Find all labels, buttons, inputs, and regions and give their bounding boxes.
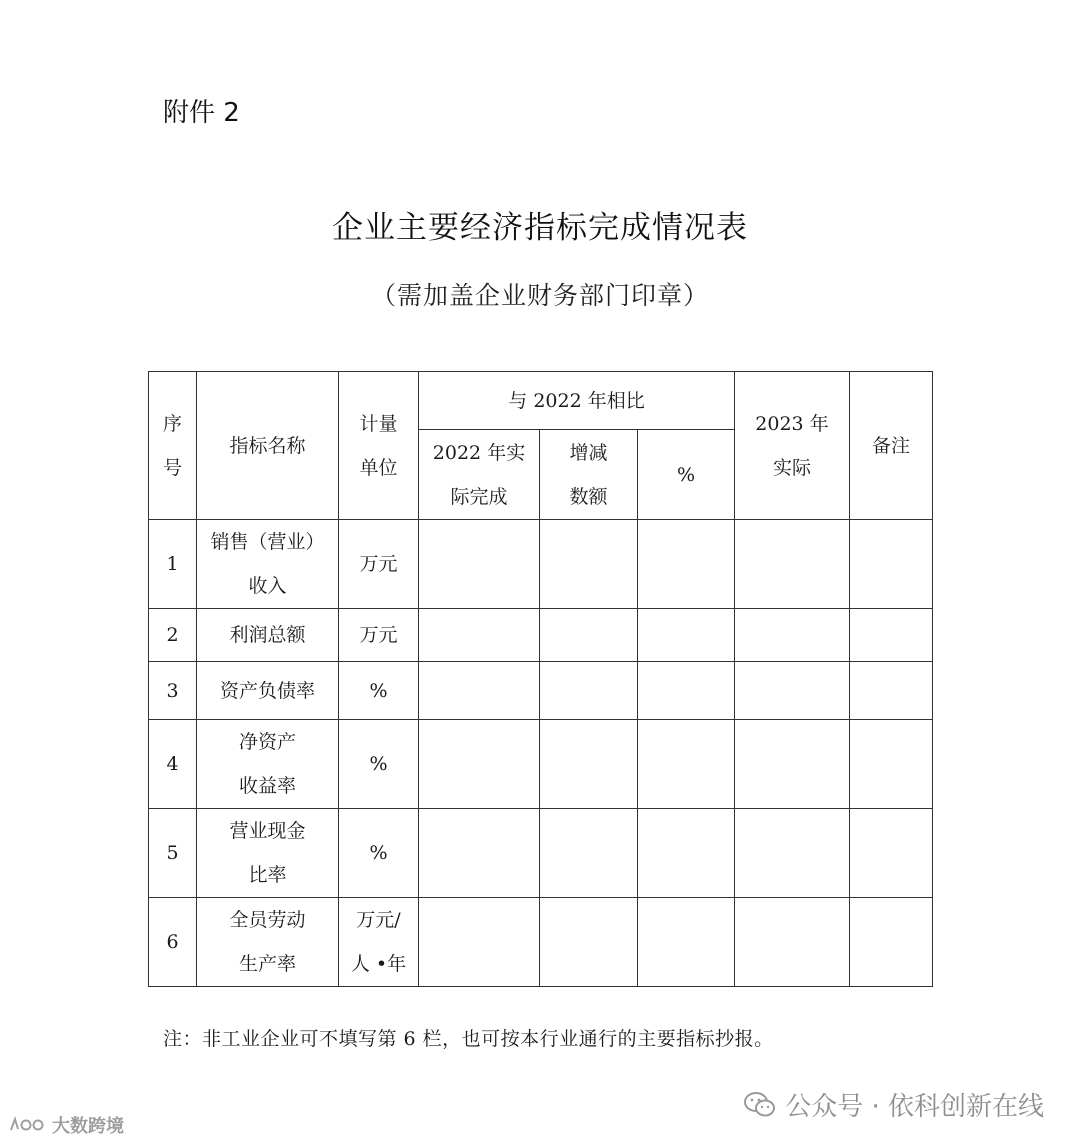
table-row: [149, 520, 933, 609]
cell-change-amount[interactable]: [540, 520, 638, 609]
cell-remarks[interactable]: [850, 809, 933, 898]
header-change-amount: 增减 数额: [540, 430, 638, 520]
footnote: 注：非工业企业可不填写第 6 栏，也可按本行业通行的主要指标抄报。: [163, 1028, 774, 1050]
cell-indicator-name: 净资产 收益率: [197, 720, 339, 809]
table-row: [149, 720, 933, 809]
header-row-1: [149, 372, 933, 430]
cell-indicator-name: 资产负债率: [197, 662, 339, 720]
cell-current-actual[interactable]: [735, 898, 850, 987]
cell-change-amount[interactable]: [540, 609, 638, 662]
cell-remarks[interactable]: [850, 609, 933, 662]
cell-prev-actual[interactable]: [419, 520, 540, 609]
watermark-right-text: 公众号 · 依科创新在线: [785, 1092, 1044, 1122]
cell-remarks[interactable]: [850, 520, 933, 609]
cell-unit: %: [339, 809, 419, 898]
watermark-right: [743, 1086, 1044, 1123]
wechat-icon: [743, 1091, 777, 1119]
table-row: [149, 662, 933, 720]
table-row: [149, 609, 933, 662]
cell-indicator-name: 全员劳动 生产率: [197, 898, 339, 987]
cell-seq: 6: [149, 898, 197, 987]
cell-prev-actual[interactable]: [419, 662, 540, 720]
cell-unit: 万元: [339, 609, 419, 662]
cell-percent[interactable]: [638, 662, 735, 720]
cell-seq: 1: [149, 520, 197, 609]
cell-prev-actual[interactable]: [419, 898, 540, 987]
cell-percent[interactable]: [638, 809, 735, 898]
table-row: [149, 898, 933, 987]
header-prev-actual: 2022 年实 际完成: [419, 430, 540, 520]
cell-change-amount[interactable]: [540, 809, 638, 898]
header-current-actual: 2023 年 实际: [735, 372, 850, 520]
header-percent: %: [638, 430, 735, 520]
cell-change-amount[interactable]: [540, 720, 638, 809]
cell-unit: %: [339, 662, 419, 720]
cell-prev-actual[interactable]: [419, 609, 540, 662]
cell-current-actual[interactable]: [735, 609, 850, 662]
cell-unit: 万元/ 人 •年: [339, 898, 419, 987]
cell-remarks[interactable]: [850, 898, 933, 987]
cell-percent[interactable]: [638, 520, 735, 609]
cell-remarks[interactable]: [850, 720, 933, 809]
brand-logo-icon: [8, 1115, 48, 1135]
cell-seq: 2: [149, 609, 197, 662]
cell-prev-actual[interactable]: [419, 720, 540, 809]
cell-change-amount[interactable]: [540, 898, 638, 987]
header-compare-group: 与 2022 年相比: [419, 372, 735, 430]
cell-percent[interactable]: [638, 898, 735, 987]
header-seq: 序 号: [149, 372, 197, 520]
cell-indicator-name: 销售（营业） 收入: [197, 520, 339, 609]
cell-current-actual[interactable]: [735, 520, 850, 609]
document-subtitle: （需加盖企业财务部门印章）: [370, 281, 709, 310]
cell-indicator-name: 营业现金 比率: [197, 809, 339, 898]
indicators-table: [148, 371, 933, 987]
cell-current-actual[interactable]: [735, 662, 850, 720]
cell-unit: %: [339, 720, 419, 809]
attachment-label: 附件 2: [163, 98, 240, 128]
cell-unit: 万元: [339, 520, 419, 609]
cell-remarks[interactable]: [850, 662, 933, 720]
table-row: [149, 809, 933, 898]
cell-percent[interactable]: [638, 720, 735, 809]
watermark-left: [8, 1112, 124, 1138]
cell-percent[interactable]: [638, 609, 735, 662]
cell-current-actual[interactable]: [735, 720, 850, 809]
cell-change-amount[interactable]: [540, 662, 638, 720]
cell-seq: 3: [149, 662, 197, 720]
header-unit: 计量 单位: [339, 372, 419, 520]
document-title: 企业主要经济指标完成情况表: [332, 210, 748, 246]
header-remarks: 备注: [850, 372, 933, 520]
cell-seq: 5: [149, 809, 197, 898]
cell-indicator-name: 利润总额: [197, 609, 339, 662]
cell-prev-actual[interactable]: [419, 809, 540, 898]
cell-current-actual[interactable]: [735, 809, 850, 898]
cell-seq: 4: [149, 720, 197, 809]
header-name: 指标名称: [197, 372, 339, 520]
watermark-left-text: 大数跨境: [52, 1116, 124, 1137]
